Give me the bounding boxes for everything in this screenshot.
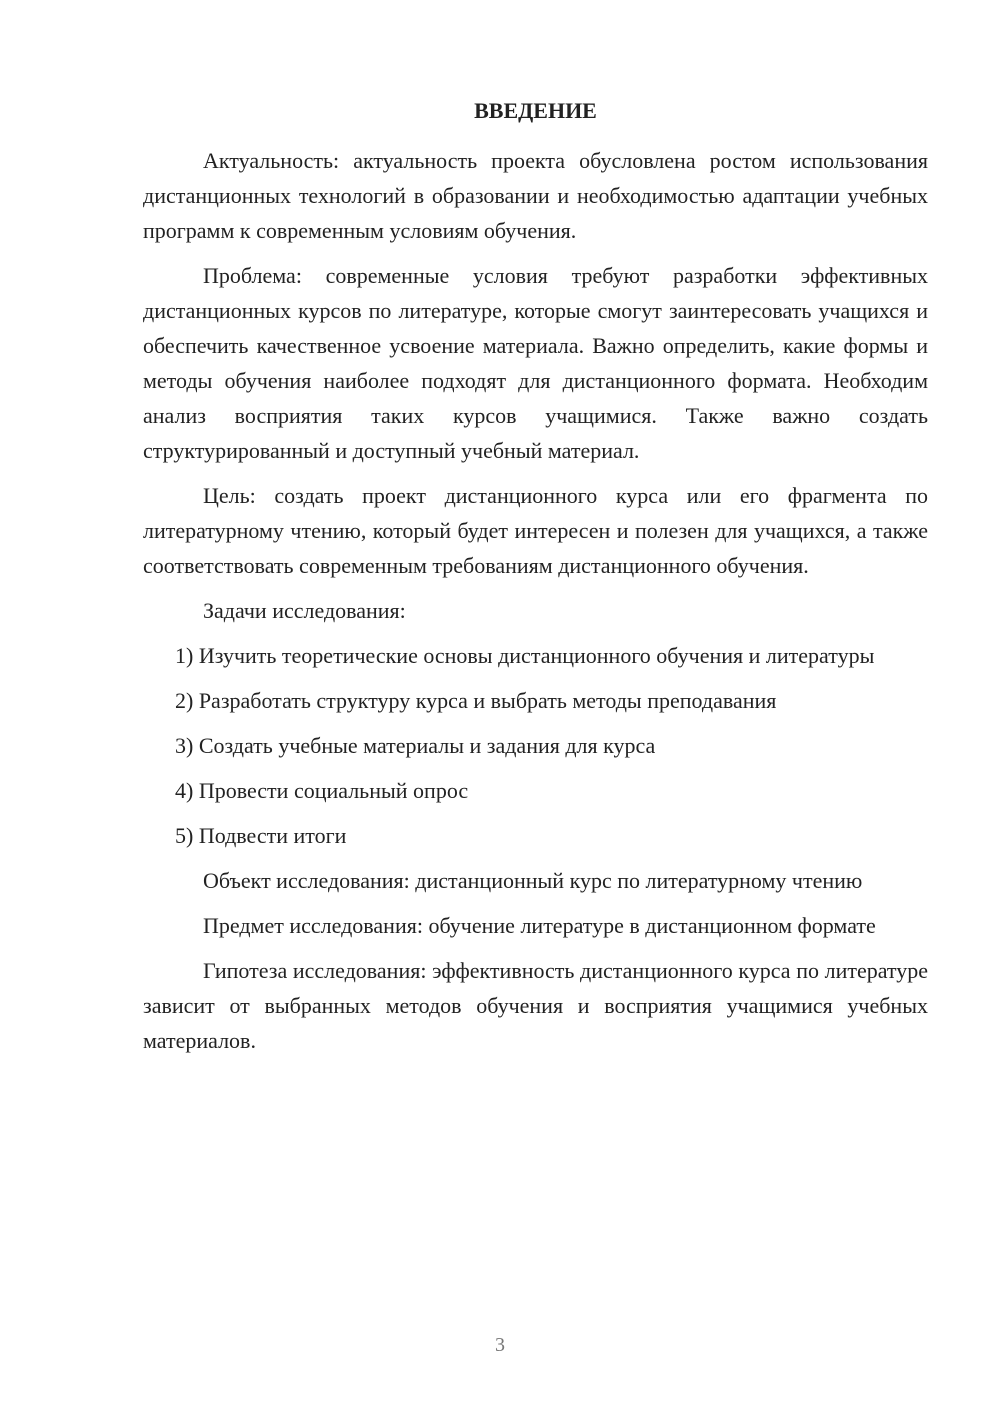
subject-paragraph: Предмет исследования: обучение литературе в дистанционном формате — [203, 913, 876, 938]
document-body — [143, 143, 928, 1068]
hypothesis-paragraph: Гипотеза исследования: эффективность дистанционного курса по литературе зависит от выбранных методов обучения и восприятия учащимися учебных материалов. — [143, 958, 928, 1053]
task-item: 1) Изучить теоретические основы дистанционного обучения и литературы — [175, 643, 875, 668]
tasks-heading: Задачи исследования: — [203, 598, 406, 623]
task-item: 4) Провести социальный опрос — [175, 778, 469, 803]
task-item: 5) Подвести итоги — [175, 823, 347, 848]
goal-paragraph: Цель: создать проект дистанционного курса или его фрагмента по литературному чтению, который будет интересен и полезен для учащихся, а также соответствовать современным требованиям дистанционного обучения. — [143, 483, 928, 578]
task-item: 2) Разработать структуру курса и выбрать методы преподавания — [175, 688, 777, 713]
page-title: ВВЕДЕНИЕ — [474, 98, 597, 123]
object-paragraph: Объект исследования: дистанционный курс по литературному чтению — [203, 868, 863, 893]
task-item: 3) Создать учебные материалы и задания для курса — [175, 733, 656, 758]
problem-paragraph: Проблема: современные условия требуют разработки эффективных дистанционных курсов по литературе, которые смогут заинтересовать учащихся и обеспечить качественное усвоение материала. Важно определить, какие формы и методы обучения наиболее подходят для дистанционного формата. Необходим анализ восприятия таких курсов учащимися. Также важно создать структурированный и доступный учебный материал. — [143, 263, 928, 463]
page-number: 3 — [495, 1334, 505, 1356]
relevance-paragraph: Актуальность: актуальность проекта обусловлена ростом использования дистанционных технологий в образовании и необходимостью адаптации учебных программ к современным условиям обучения. — [143, 148, 928, 243]
